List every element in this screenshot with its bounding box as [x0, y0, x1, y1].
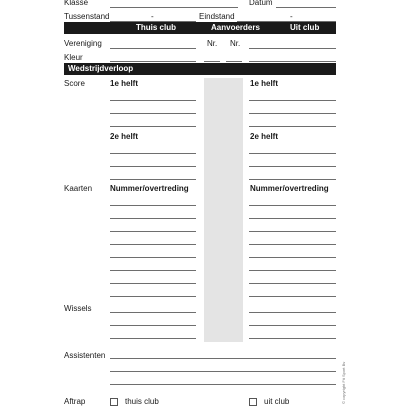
- assistenten-line[interactable]: [110, 384, 336, 385]
- eindstand-label: Eindstand: [199, 12, 235, 21]
- score-line[interactable]: [110, 113, 196, 114]
- score-line[interactable]: [110, 166, 196, 167]
- score-line[interactable]: [110, 100, 196, 101]
- score-line[interactable]: [249, 126, 336, 127]
- assistenten-line[interactable]: [110, 371, 336, 372]
- eindstand-dash: -: [290, 12, 293, 21]
- vereniging-uit-line[interactable]: [249, 48, 336, 49]
- score-line[interactable]: [249, 166, 336, 167]
- kaarten-label: Kaarten: [64, 184, 93, 193]
- assistenten-line[interactable]: [110, 358, 336, 359]
- wissels-line[interactable]: [249, 338, 336, 339]
- kaarten-line[interactable]: [249, 205, 336, 206]
- kaarten-line[interactable]: [249, 257, 336, 258]
- score-line[interactable]: [249, 113, 336, 114]
- score-line[interactable]: [249, 100, 336, 101]
- team-header-bar: [64, 22, 336, 34]
- kaarten-line[interactable]: [110, 205, 196, 206]
- helft2-thuis-label: 2e helft: [110, 132, 139, 141]
- vereniging-label: Vereniging: [64, 39, 102, 48]
- kaarten-line[interactable]: [249, 283, 336, 284]
- kleur-label: Kleur: [64, 53, 83, 62]
- nr-thuis-line[interactable]: [204, 61, 220, 62]
- wissels-label: Wissels: [64, 304, 92, 313]
- wissels-line[interactable]: [110, 325, 196, 326]
- tussenstand-label: Tussenstand: [64, 12, 110, 21]
- score-line[interactable]: [110, 153, 196, 154]
- kaarten-line[interactable]: [249, 270, 336, 271]
- aanvoerders-header: Aanvoerders: [211, 23, 260, 32]
- nr-label-left: Nr.: [207, 39, 218, 48]
- kleur-uit-line[interactable]: [249, 61, 336, 62]
- vereniging-thuis-line[interactable]: [110, 48, 196, 49]
- kaarten-line[interactable]: [110, 283, 196, 284]
- copyright-text: © copyright Fit Sport Bv: [341, 361, 346, 404]
- uit-club-option-label: uit club: [264, 397, 290, 406]
- kaarten-line[interactable]: [249, 296, 336, 297]
- nr-uit-line[interactable]: [226, 61, 242, 62]
- kaarten-line[interactable]: [249, 244, 336, 245]
- datum-label: Datum: [249, 0, 273, 7]
- kaarten-line[interactable]: [249, 218, 336, 219]
- kaarten-line[interactable]: [110, 270, 196, 271]
- kaarten-line[interactable]: [249, 231, 336, 232]
- wissels-line[interactable]: [249, 325, 336, 326]
- klasse-line[interactable]: [110, 7, 238, 8]
- tussenstand-dash: -: [151, 12, 154, 21]
- kaarten-line[interactable]: [110, 244, 196, 245]
- helft1-uit-label: 1e helft: [250, 79, 279, 88]
- kaarten-line[interactable]: [110, 257, 196, 258]
- wissels-line[interactable]: [110, 338, 196, 339]
- uit-club-header: Uit club: [290, 23, 320, 32]
- nr-label-right: Nr.: [230, 39, 241, 48]
- score-line[interactable]: [249, 179, 336, 180]
- uit-club-checkbox[interactable]: [249, 398, 257, 406]
- kaarten-line[interactable]: [110, 218, 196, 219]
- wissels-line[interactable]: [249, 312, 336, 313]
- nummer-uit-label: Nummer/overtreding: [250, 184, 329, 193]
- aftrap-label: Aftrap: [64, 397, 86, 406]
- thuis-club-option-label: thuis club: [125, 397, 159, 406]
- section-bar: [64, 63, 336, 75]
- kaarten-line[interactable]: [110, 231, 196, 232]
- helft1-thuis-label: 1e helft: [110, 79, 139, 88]
- score-line[interactable]: [110, 179, 196, 180]
- wissels-line[interactable]: [110, 312, 196, 313]
- score-line[interactable]: [249, 153, 336, 154]
- thuis-club-checkbox[interactable]: [110, 398, 118, 406]
- score-label: Score: [64, 79, 85, 88]
- kleur-thuis-line[interactable]: [110, 61, 196, 62]
- nummer-thuis-label: Nummer/overtreding: [110, 184, 189, 193]
- thuis-club-header: Thuis club: [136, 23, 176, 32]
- aanvoerders-column: [204, 78, 243, 342]
- datum-line[interactable]: [276, 7, 336, 8]
- helft2-uit-label: 2e helft: [250, 132, 279, 141]
- wedstrijdverloop-title: Wedstrijdverloop: [68, 64, 134, 73]
- assistenten-label: Assistenten: [64, 351, 106, 360]
- klasse-label: Klasse: [64, 0, 89, 7]
- score-line[interactable]: [110, 126, 196, 127]
- kaarten-line[interactable]: [110, 296, 196, 297]
